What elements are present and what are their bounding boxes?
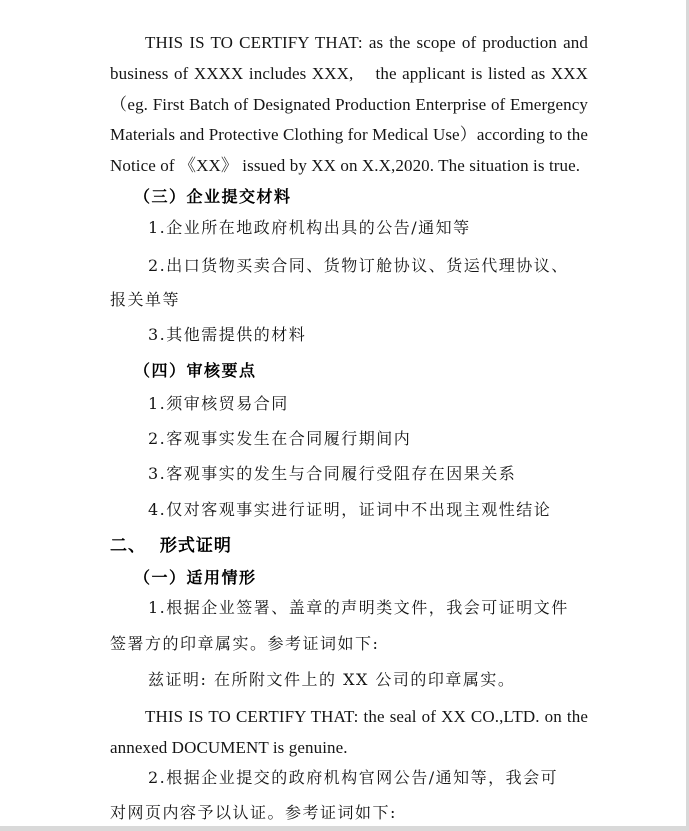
part-2-heading: 二、 形式证明: [110, 536, 232, 556]
sub-1-item-2-line-1: 2.根据企业提交的政府机构官网公告/通知等，我会可: [148, 768, 559, 787]
section-3-item-2-cont: 报关单等: [110, 290, 181, 309]
section-3-item-3: 3.其他需提供的材料: [148, 325, 307, 344]
section-4-item-3: 3.客观事实的发生与合同履行受阻存在因果关系: [148, 464, 517, 483]
section-4-item-1: 1.须审核贸易合同: [148, 394, 289, 413]
section-4-heading: （四）审核要点: [134, 361, 257, 380]
sub-1-en-certification-line-1: THIS IS TO CERTIFY THAT: the seal of XX CO.,LTD. on the: [145, 707, 588, 726]
sub-1-item-2-line-2: 对网页内容予以认证。参考证词如下:: [110, 803, 397, 822]
certify-scope-line-2: business of XXXX includes XXX, the applicant is listed as XXX: [110, 64, 588, 83]
section-4-item-4: 4.仅对客观事实进行证明，证词中不出现主观性结论: [148, 500, 552, 519]
section-3-item-1: 1.企业所在地政府机构出具的公告/通知等: [148, 218, 471, 237]
certify-scope-line-1: THIS IS TO CERTIFY THAT: as the scope of production and: [145, 33, 588, 52]
certify-scope-line-4: Materials and Protective Clothing for Medical Use）according to the: [110, 125, 588, 144]
sub-1-en-certification-line-2: annexed DOCUMENT is genuine.: [110, 738, 348, 757]
sub-1-item-1-line-1: 1.根据企业签署、盖章的声明类文件，我会可证明文件: [148, 598, 569, 617]
section-3-heading: （三）企业提交材料: [134, 187, 292, 206]
section-3-item-2: 2.出口货物买卖合同、货物订舱协议、货运代理协议、: [148, 256, 569, 275]
page-edge-bottom: [0, 826, 689, 831]
part-2-sub-1-heading: （一）适用情形: [134, 568, 257, 587]
sub-1-item-1-line-2: 签署方的印章属实。参考证词如下:: [110, 634, 380, 653]
section-4-item-2: 2.客观事实发生在合同履行期间内: [148, 429, 412, 448]
certify-scope-line-5: Notice of 《XX》 issued by XX on X.X,2020. The situation is true.: [110, 156, 581, 175]
sub-1-cn-certification: 兹证明: 在所附文件上的 XX 公司的印章属实。: [148, 670, 516, 689]
certify-scope-line-3: （eg. First Batch of Designated Production Enterprise of Emergency: [110, 95, 588, 114]
